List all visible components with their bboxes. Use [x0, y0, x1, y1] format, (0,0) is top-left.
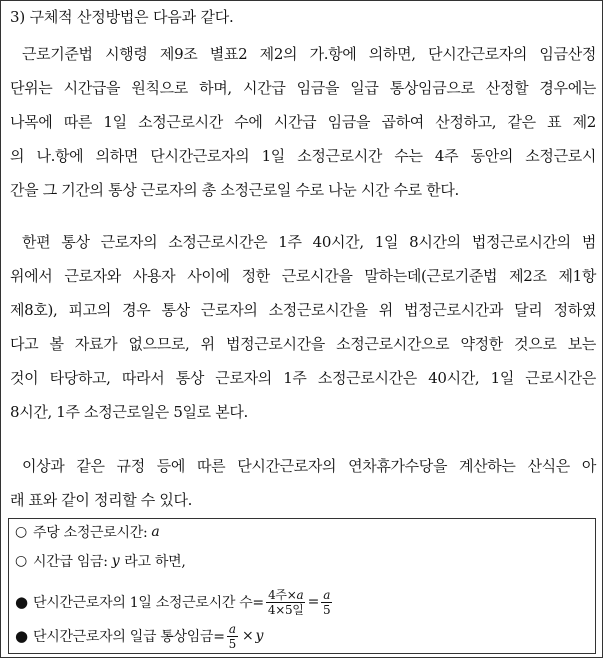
paragraph-line: 나목에 따른 1일 소정근로시간 수에 시간급 임금을 곱하여 산정하고, 같은 표 제2 [10, 113, 596, 131]
paragraph-line: 8시간, 1주 소정근로일은 5일로 본다. [10, 403, 248, 421]
numerator-text: 4주 [268, 587, 287, 602]
paragraph-formula-intro [10, 449, 596, 517]
fraction-denominator: 5 [323, 602, 331, 617]
paragraph-line: 제8호), 피고의 경우 통상 근로자의 소정근로시간을 위 법정근로시간과 달리 정하였 [10, 301, 596, 319]
filled-circle-bullet: ● [15, 627, 28, 645]
hollow-circle-bullet: ○ [15, 553, 27, 569]
formula-label: 단시간근로자의 1일 소정근로시간 수= [33, 595, 264, 611]
fraction-simplified [321, 588, 332, 617]
multiply-sign: × [242, 628, 254, 644]
filled-circle-bullet: ● [15, 593, 28, 611]
formula-row-daily-hours [15, 585, 334, 619]
paragraph-line: 간을 그 기간의 통상 근로자의 총 소정근로일 수로 나눈 시간 수로 한다. [10, 181, 459, 199]
fraction-numerator: a [323, 587, 331, 602]
formula-variable: y [255, 628, 264, 644]
numerator-variable: a [296, 587, 304, 602]
paragraph-line: 것이 타당하고, 따라서 통상 근로자의 1주 소정근로시간은 40시간, 1일 근로시간은 [10, 369, 596, 387]
formula-row-hourly-wage [15, 551, 186, 571]
paragraph-line: 의 나.항에 의하면 단시간근로자의 1일 소정근로시간 수는 4주 동안의 소정근로시 [10, 147, 596, 165]
paragraph-line: 위에서 근로자와 사용자 사이에 정한 근로시간을 말하는데(근로기준법 제2조 제1항 [10, 267, 596, 285]
formula-box [8, 518, 596, 654]
formula-row-daily-wage [15, 619, 263, 653]
multiply-sign: × [286, 587, 297, 602]
formula-row-weekly-hours [15, 522, 159, 542]
paragraph-line: 이상과 같은 규정 등에 따른 단시간근로자의 연차휴가수당을 계산하는 산식은 아 [22, 457, 596, 475]
paragraph-line: 단위는 시간급을 원칙으로 하며, 시간급 임금을 일급 통상임금으로 산정할 경우에는 [10, 79, 596, 97]
paragraph-line: 한편 통상 근로자의 소정근로시간은 1주 40시간, 1일 8시간의 법정근로시간의 범 [22, 233, 596, 251]
equals-sign: = [307, 594, 320, 610]
paragraph-working-hours [10, 225, 596, 429]
formula-label: 주당 소정근로시간: [33, 525, 148, 541]
paragraph-legal-basis [10, 37, 596, 207]
formula-label: 단시간근로자의 일급 통상임금= [33, 629, 225, 645]
section-heading: 3) 구체적 산정방법은 다음과 같다. [10, 8, 234, 26]
fraction-numerator: a [228, 621, 236, 636]
formula-variable: y [111, 553, 120, 569]
paragraph-line: 래 표와 같이 정리할 수 있다. [10, 491, 193, 509]
fraction-numerator [266, 588, 305, 603]
formula-variable: a [151, 524, 160, 540]
hollow-circle-bullet: ○ [15, 524, 27, 540]
fraction-hours-per-day [227, 622, 238, 651]
paragraph-line: 다고 볼 자료가 없으므로, 위 법정근로시간을 소정근로시간으로 약정한 것으로 보는 [10, 335, 596, 353]
paragraph-line: 근로기준법 시행령 제9조 별표2 제2의 가.항에 의하면, 단시간근로자의 임금산정 [22, 45, 596, 63]
fraction-weeks-over-days [266, 588, 306, 617]
fraction-denominator: 5 [228, 636, 236, 651]
formula-suffix: 라고 하면, [124, 554, 186, 570]
formula-label: 시간급 임금: [33, 554, 108, 570]
fraction-denominator: 4×5일 [267, 602, 304, 617]
